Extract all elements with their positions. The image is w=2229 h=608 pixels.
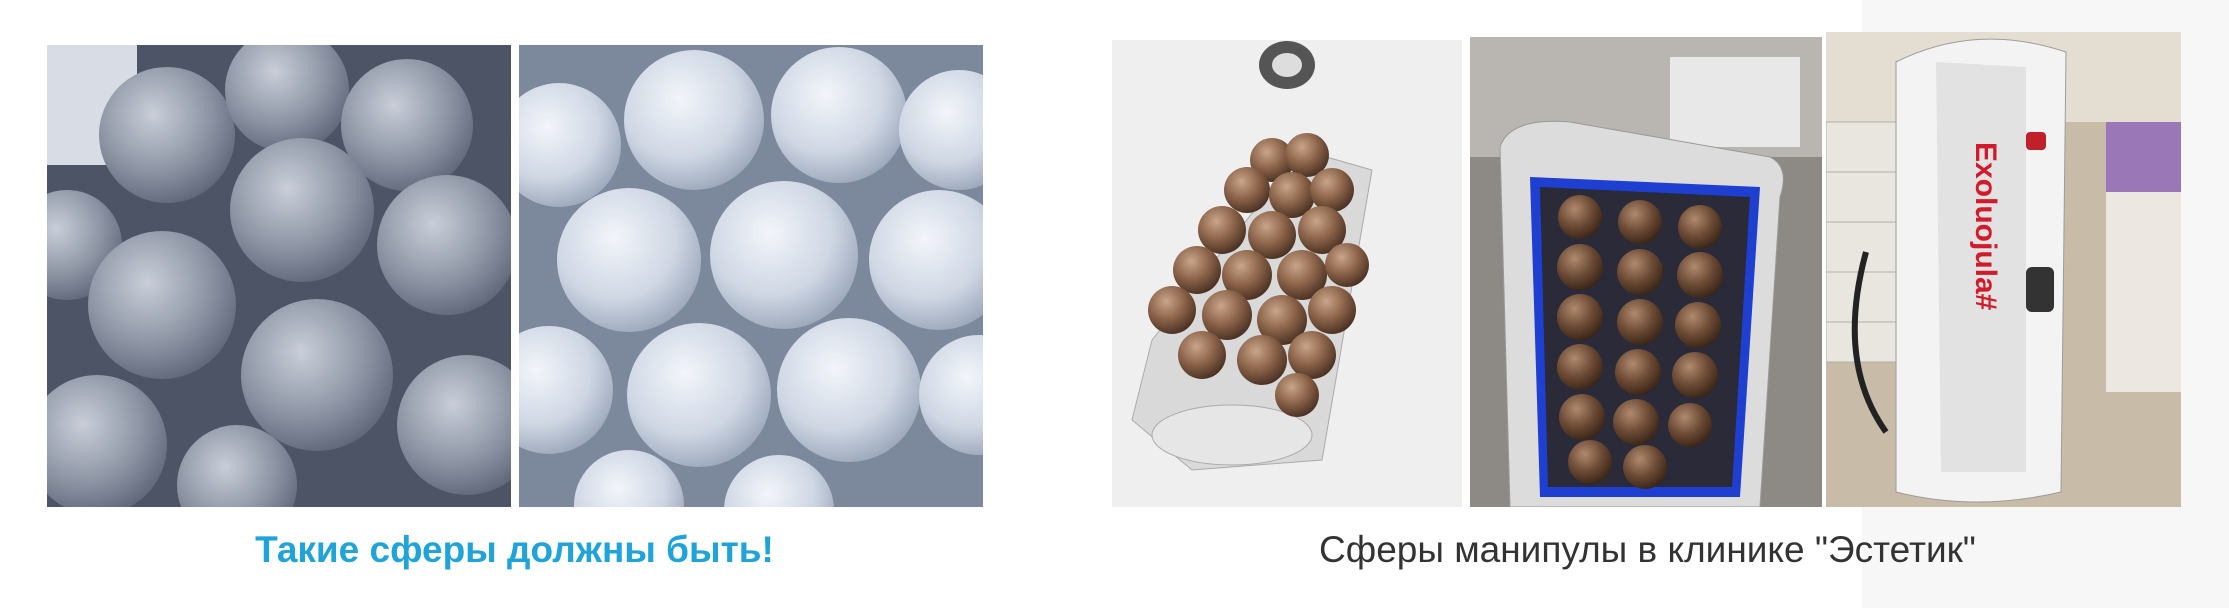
photo-handpiece-brown-spheres [1112, 40, 1462, 507]
device-brand-text: Exoluojula# [1969, 142, 2002, 311]
photo-handpiece-closeup [1470, 37, 1822, 507]
caption-correct-spheres: Такие сферы должны быть! [255, 529, 774, 570]
caption-clinic-spheres: Сферы манипулы в клинике "Эстетик" [1319, 529, 1976, 570]
photo-glass-spheres-light [519, 45, 983, 507]
photo-clinic-device [1826, 32, 2181, 507]
photo-glass-spheres-dark [47, 45, 511, 507]
